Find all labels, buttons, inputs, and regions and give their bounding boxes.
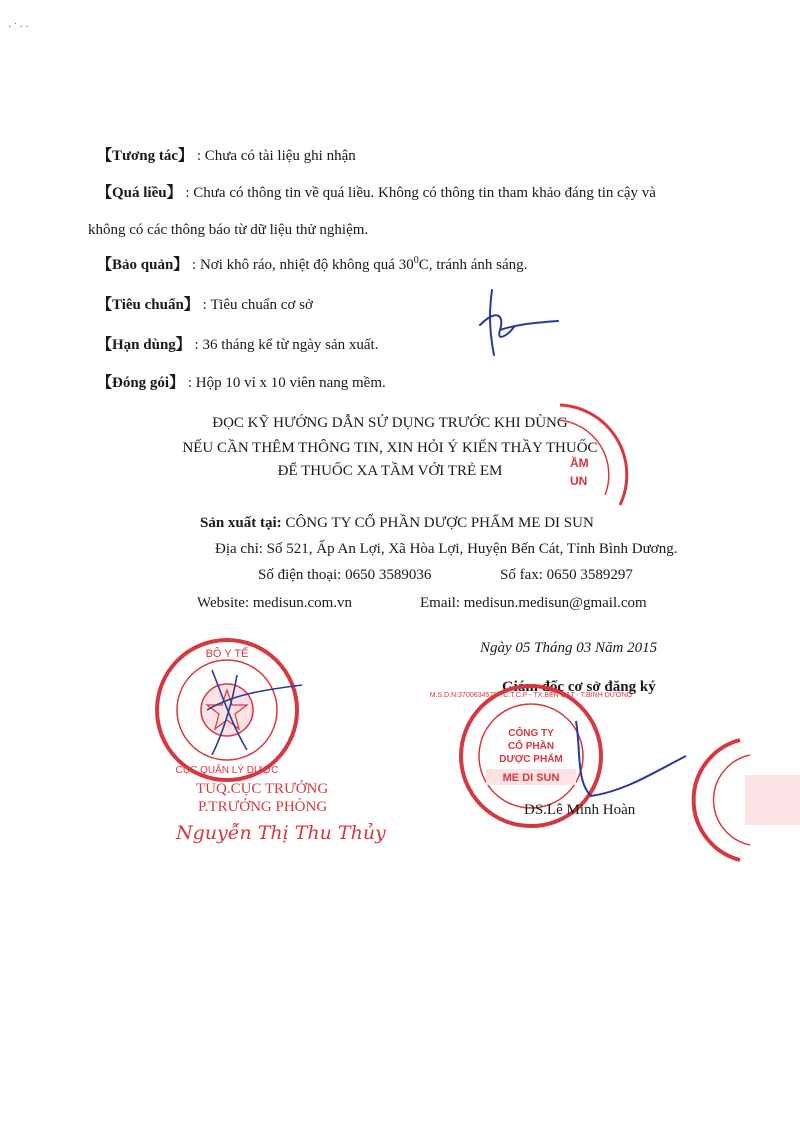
svg-text:UN: UN — [570, 474, 588, 488]
section-dong-goi — [97, 374, 386, 392]
company-stamp-line4: ME DI SUN — [502, 772, 560, 784]
section-text: : Nơi khô ráo, nhiệt độ không quá 30 — [192, 257, 414, 273]
section-text: : Chưa có thông tin về quá liều. Không có thông tin tham khảo đáng tin cậy và — [185, 185, 656, 201]
director-title: Giám đốc cơ sở đăng ký — [502, 679, 656, 695]
section-text: : 36 tháng kể từ ngày sản xuất. — [194, 337, 379, 353]
section-label: 【Đóng gói】 — [97, 375, 185, 391]
manufacturer-email: Email: medisun.medisun@gmail.com — [420, 595, 647, 611]
warning-line-1: ĐỌC KỸ HƯỚNG DẪN SỬ DỤNG TRƯỚC KHI DÙNG — [212, 415, 568, 431]
initial-signature — [470, 285, 560, 365]
manufacturer-address: Địa chỉ: Số 521, Ấp An Lợi, Xã Hòa Lợi, Huyện Bến Cát, Tỉnh Bình Dương. — [215, 541, 678, 557]
section-text: : Chưa có tài liệu ghi nhận — [196, 148, 356, 164]
company-stamp-line3: DƯỢC PHẨM — [499, 754, 563, 765]
ministry-stamp-top: BỘ Y TẾ — [205, 648, 249, 660]
official-signature-name: Nguyễn Thị Thu Thủy — [176, 822, 386, 844]
svg-text:ẦM: ẦM — [570, 456, 589, 470]
section-han-dung — [97, 336, 378, 354]
ministry-stamp — [152, 635, 302, 785]
section-label: 【Tiêu chuẩn】 — [97, 297, 199, 313]
company-stamp-line2: CỔ PHẦN — [507, 741, 555, 752]
company-stamp-line1: CÔNG TY — [508, 728, 554, 739]
section-text-after: C, tránh ánh sáng. — [418, 257, 528, 273]
scan-specks: · ˙ · · — [8, 22, 29, 33]
director-name: DS.Lê Minh Hoàn — [524, 802, 636, 818]
warning-line-3: ĐỂ THUỐC XA TẦM VỚI TRẺ EM — [277, 463, 503, 479]
section-label: 【Quá liều】 — [97, 185, 182, 201]
company-stamp-ring: M.S.D.N:3700634575 - C.T.C.P - TX.BẾN CÁT - T.BÌNH DƯƠNG — [429, 692, 633, 699]
section-label: 【Tương tác】 — [97, 148, 194, 164]
section-label: 【Bảo quản】 — [97, 257, 189, 273]
warning-line-2: NẾU CẦN THÊM THÔNG TIN, XIN HỎI Ý KIẾN THẦY THUỐC — [182, 440, 598, 456]
manufacturer-phone: Số điện thoại: 0650 3589036 — [258, 567, 432, 583]
date-line: Ngày 05 Tháng 03 Năm 2015 — [480, 640, 658, 656]
company-stamp-partial — [540, 395, 640, 525]
section-qua-lieu — [97, 184, 656, 202]
manufacturer-label: Sản xuất tại: — [200, 515, 282, 531]
manufacturer-line — [200, 514, 594, 532]
ministry-stamp-bottom: CỤC QUẢN LÝ DƯỢC — [175, 765, 279, 776]
degree-superscript: 0 — [413, 255, 419, 266]
section-text: : Tiêu chuẩn cơ sở — [202, 297, 313, 313]
edge-stamp-partial — [700, 735, 800, 865]
section-qua-lieu-continued: không có các thông báo từ dữ liệu thử nghiệm. — [88, 222, 369, 238]
manufacturer-website: Website: medisun.com.vn — [197, 595, 353, 611]
manufacturer-fax: Số fax: 0650 3589297 — [500, 567, 633, 583]
official-title-1: TUQ.CỤC TRƯỞNG — [196, 781, 329, 797]
section-label: 【Hạn dùng】 — [97, 337, 191, 353]
official-title-2: P.TRƯỞNG PHÒNG — [198, 799, 328, 815]
section-tuong-tac — [97, 147, 356, 165]
section-text: : Hộp 10 vỉ x 10 viên nang mềm. — [187, 375, 386, 391]
section-tieu-chuan — [97, 296, 313, 314]
section-bao-quan — [97, 256, 527, 274]
manufacturer-name: CÔNG TY CỔ PHẦN DƯỢC PHẨM ME DI SUN — [285, 515, 594, 531]
